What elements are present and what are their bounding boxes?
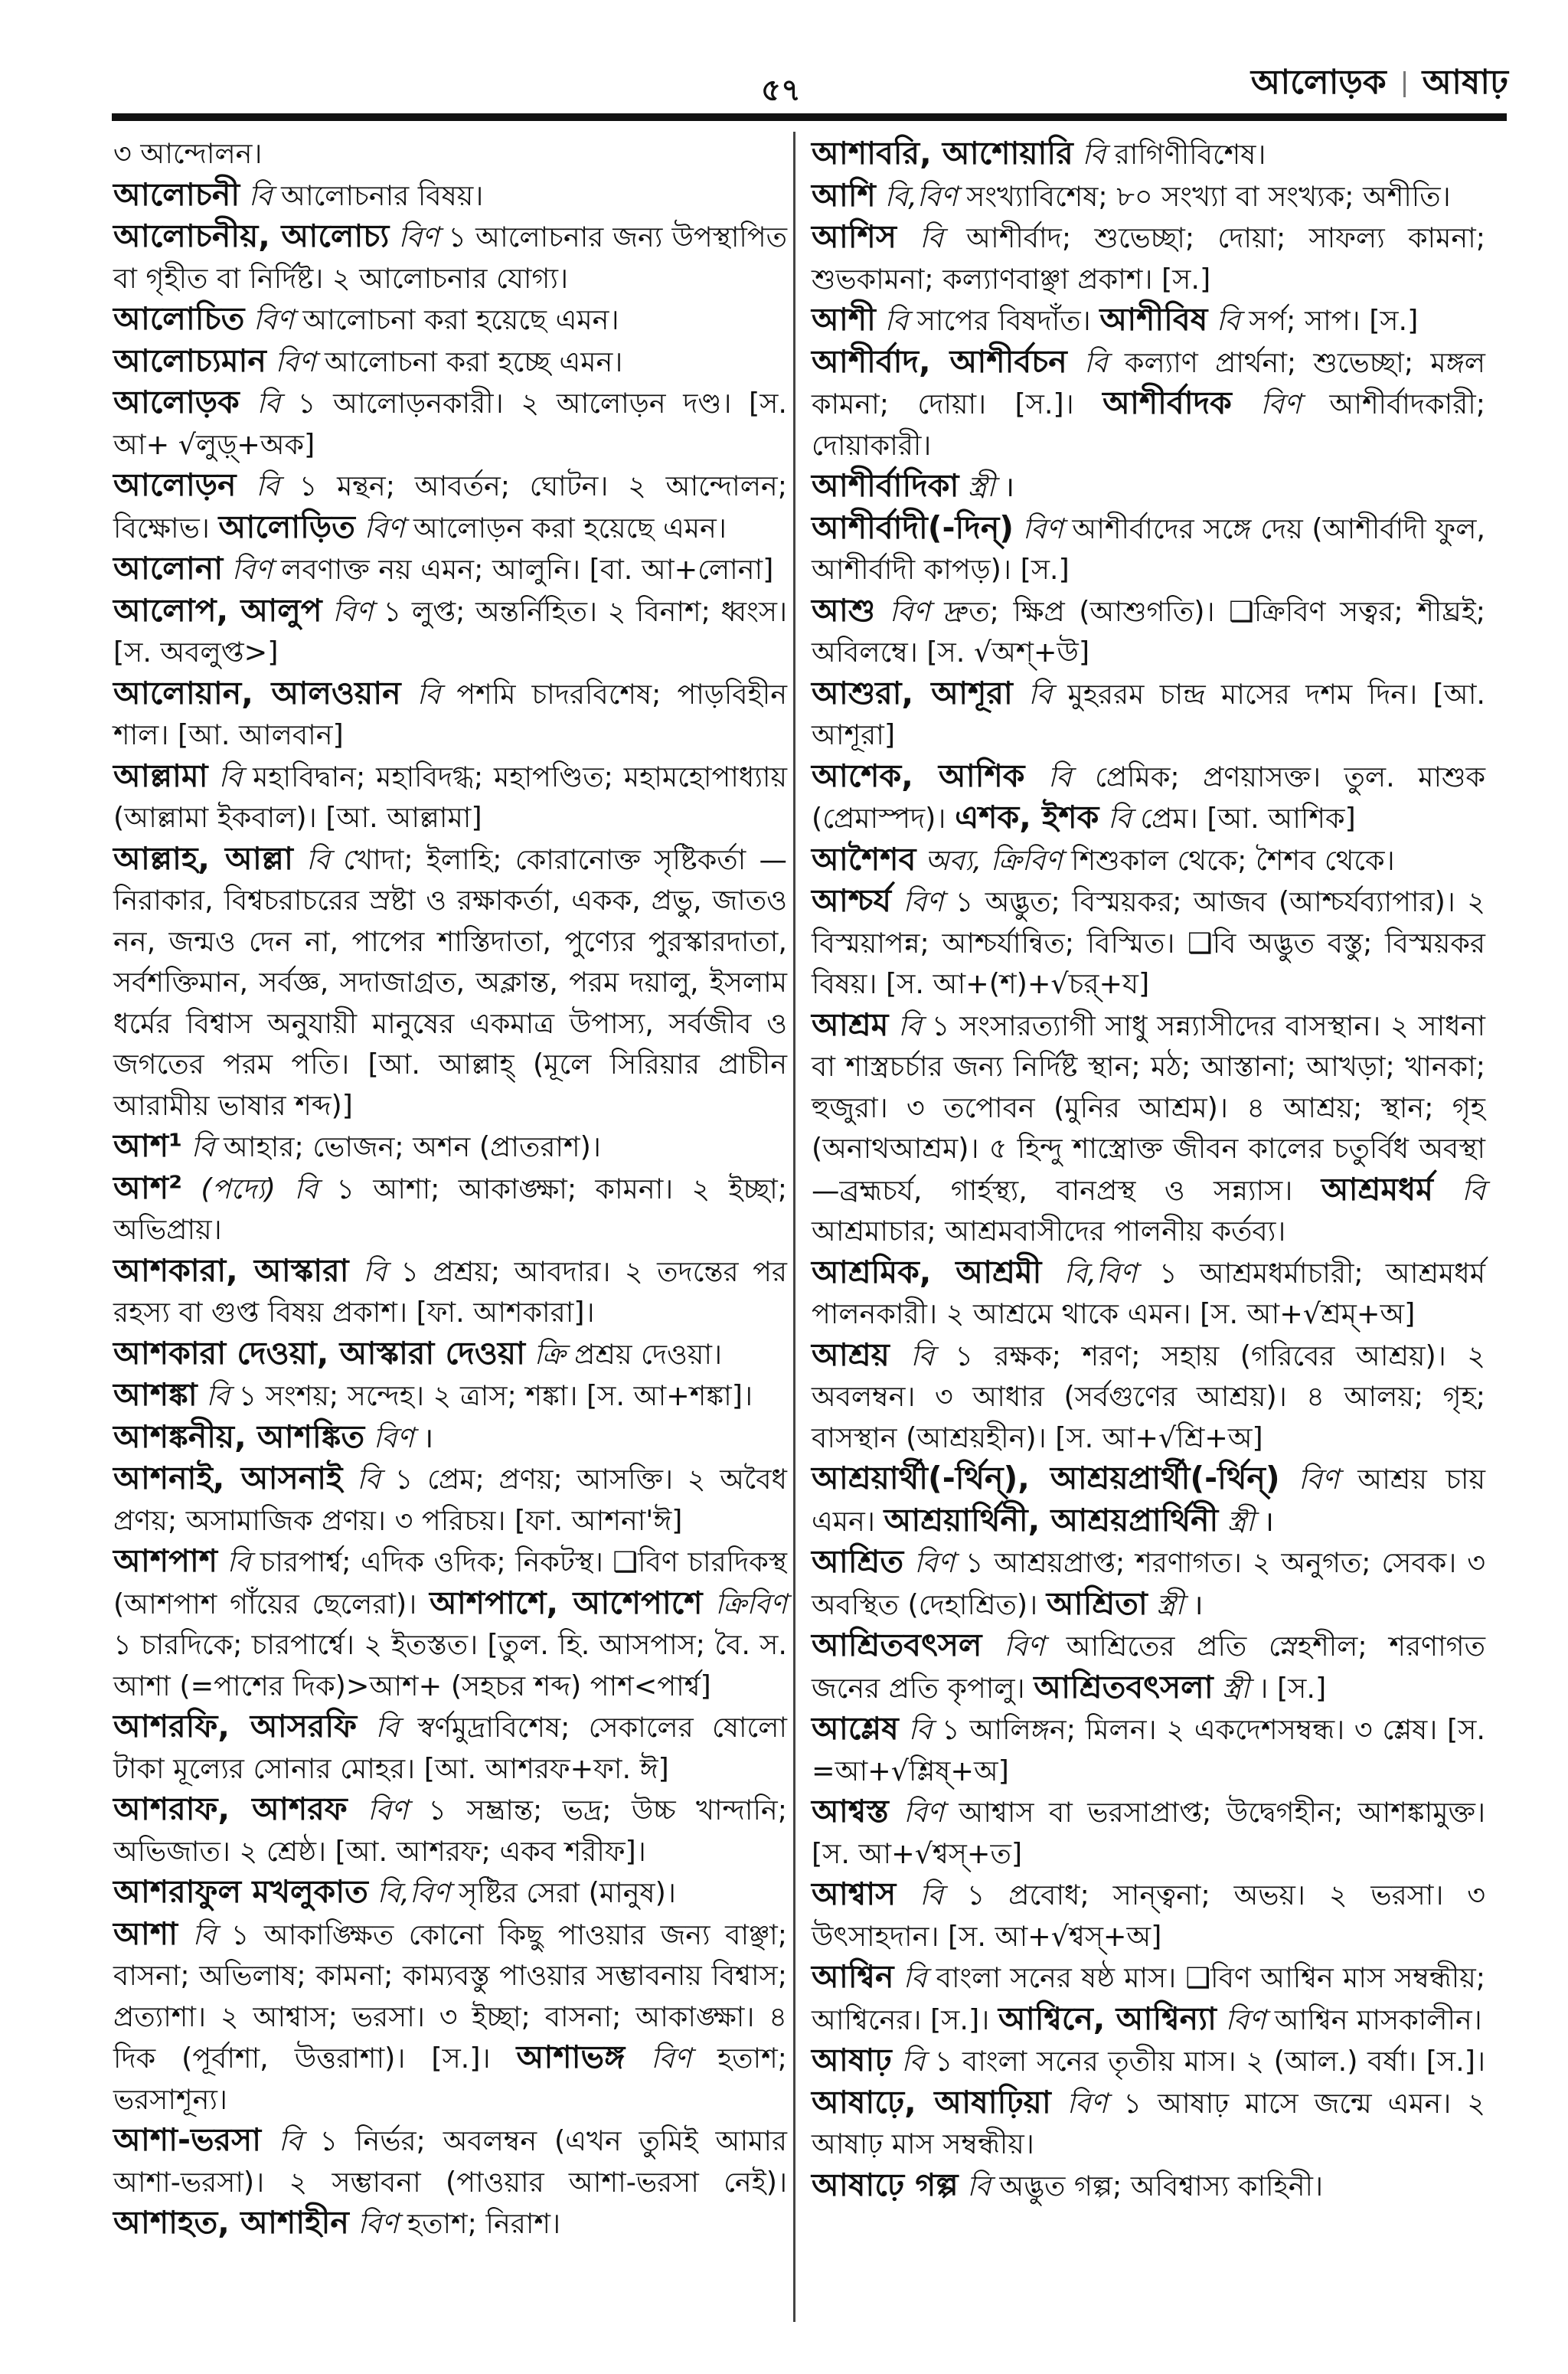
guide-word-first: আলোড়ক: [1250, 63, 1387, 102]
entry-headword: আশ্বাস: [812, 1875, 897, 1912]
entry-definition: আশ্বাস বা ভরসাপ্রাপ্ত; উদ্বেগহীন; আশঙ্কামুক্ত। [স. আ+√শ্বস্+ত]: [812, 1796, 1485, 1870]
entry-part-of-speech: বি: [903, 1961, 927, 1994]
entry-definition: সংখ্যাবিশেষ; ৮০ সংখ্যা বা সংখ্যক; অশীতি।: [966, 179, 1451, 213]
entry-part-of-speech: বিণ: [231, 553, 273, 586]
entry-part-of-speech: বি: [375, 1711, 400, 1744]
subentry-headword: আশপাশে, আশেপাশে: [429, 1584, 703, 1621]
entry-headword: আশ্রয়ার্থী(-র্থিন্), আশ্রয়প্রার্থী(-র্থিন্): [812, 1460, 1280, 1496]
dictionary-entry: [812, 508, 1485, 590]
subentry-definition: আলোড়ন করা হয়েছে এমন।: [413, 511, 727, 544]
entry-part-of-speech: বিণ: [903, 885, 944, 918]
entry-definition: কল্যাণ প্রার্থনা; শুভেচ্ছা; মঙ্গল কামনা; দোয়া। [স.]।: [812, 345, 1485, 420]
entry-headword: আশরাফুল মখলুকাত: [113, 1873, 368, 1910]
dictionary-entry: [113, 175, 787, 217]
subentry-part-of-speech: বি: [1107, 802, 1132, 835]
entry-definition: ১ সম্ভ্রান্ত; ভদ্র; উচ্চ খান্দানি; অভিজাত। ২ শ্রেষ্ঠ। [আ. আশরফ; একব শরীফ]।: [113, 1794, 787, 1868]
dictionary-entry: [113, 1458, 787, 1541]
entry-headword: আশ্রয়: [812, 1336, 890, 1373]
entry-definition: স্বর্ণমুদ্রাবিশেষ; সেকালের ষোলো টাকা মূল্যের সোনার মোহর। [আ. আশরফ+ফা. ঈ]: [113, 1711, 787, 1785]
entry-headword: আশা: [113, 1915, 178, 1952]
entry-part-of-speech: বি: [256, 387, 281, 420]
dictionary-entry: [113, 1541, 787, 1706]
entry-headword: আলোড়ন: [113, 466, 237, 503]
subentry-part-of-speech: বি: [1216, 304, 1240, 337]
subentry-definition: আশ্বিন মাসকালীন।: [1274, 2003, 1482, 2036]
subentry-definition: সর্প; সাপ। [স.]: [1249, 304, 1419, 337]
subentry-part-of-speech: স্ত্রী: [1156, 1588, 1184, 1621]
entry-part-of-speech: বি: [908, 1713, 933, 1746]
entry-part-of-speech: বিণ: [889, 594, 930, 628]
entry-definition: মুহররম চান্দ্র মাসের দশম দিন। [আ. আশূরা]: [812, 677, 1485, 751]
entry-headword: আলোচিত: [113, 300, 245, 337]
entry-part-of-speech: বিণ: [903, 1796, 944, 1829]
entry-part-of-speech: বিণ: [368, 1794, 408, 1826]
entry-definition: ১ সংশয়; সন্দেহ। ২ ত্রাস; শঙ্কা। [স. আ+শঙ্কা]।: [238, 1379, 753, 1412]
guide-word-last: আষাঢ়: [1422, 63, 1508, 102]
entry-headword: আশীর্বাদিকা: [812, 467, 959, 504]
entry-definition: আহার; ভোজন; অশন (প্রাতরাশ)।: [224, 1130, 601, 1163]
entry-part-of-speech: বিণ: [332, 594, 374, 628]
entry-definition: লবণাক্ত নয় এমন; আলুনি। [বা. আ+লোনা]: [281, 553, 774, 586]
entry-definition: প্রেমিক; প্রণয়াসক্ত। তুল. মাশুক (প্রেমাস্পদ)।: [812, 760, 1485, 835]
subentry-headword: আশ্রমধর্ম: [1321, 1170, 1433, 1208]
subentry-headword: আশ্রয়ার্থিনী, আশ্রয়প্রার্থিনী: [884, 1501, 1219, 1539]
entry-part-of-speech: বি: [1082, 138, 1106, 171]
entry-headword: আষাঢ়: [812, 2042, 892, 2078]
entry-headword: আশপাশ: [113, 1542, 218, 1579]
entry-definition: ১ আলোচনার জন্য উপস্থাপিত বা গৃহীত বা নির্দিষ্ট। ২ আলোচনার যোগ্য।: [113, 221, 788, 295]
entry-definition: চারপার্শ্ব; এদিক ওদিক; নিকটস্থ। ❑বিণ চারদিকস্থ (আশপাশ গাঁয়ের ছেলেরা)।: [113, 1545, 788, 1620]
entry-definition: ১ প্রশ্রয়; আবদার। ২ তদন্তের পর রহস্য বা গুপ্ত বিষয় প্রকাশ। [ফা. আশকারা]।: [113, 1254, 787, 1329]
subentry-headword: আশ্রিতবৎসলা: [1034, 1668, 1214, 1705]
entry-headword: আশ্রম: [812, 1006, 889, 1043]
entry-headword: আশরাফ, আশরফ: [113, 1790, 348, 1827]
entry-definition: ১ আশা; আকাঙ্ক্ষা; কামনা। ২ ইচ্ছা; অভিপ্রায়।: [113, 1172, 787, 1246]
entry-headword: আশ্রিতবৎসল: [812, 1627, 982, 1663]
entry-definition: আলোচনা করা হয়েছে এমন।: [302, 303, 619, 336]
entry-definition: রাগিণীবিশেষ।: [1114, 138, 1266, 171]
guide-separator: [1403, 71, 1406, 97]
subentry-definition: হতাশ; ভরসাশূন্য।: [113, 2042, 787, 2116]
subentry-definition: ।: [1263, 1504, 1274, 1538]
entry-definition: ১ সংসারত্যাগী সাধু সন্ন্যাসীদের বাসস্থান। ২ সাধনা বা শাস্ত্রচর্চার জন্য নির্দিষ্ট স্থান; মঠ; আস্তানা; আখড়া; খানকা; হুজুরা। ৩ তপোবন (মুনির আশ্রম)। ৪ আশ্রয়; স্থান; গৃহ (অনাথআশ্রম)। ৫ হিন্দু শাস্ত্রোক্ত জীবন কালের চতুর্বিধ অবস্থা—ব্রহ্মচর্য, গার্হস্থ্য, বানপ্রস্থ ও সন্ন্যাস।: [812, 1009, 1486, 1207]
entry-headword: আশ¹: [113, 1127, 183, 1164]
dictionary-entry: [113, 216, 787, 299]
subentry-definition: প্রেম। [আ. আশিক]: [1140, 802, 1356, 835]
dictionary-entry: [812, 881, 1485, 1005]
entry-headword: আশ্রমিক, আশ্রমী: [812, 1253, 1042, 1290]
entry-part-of-speech: বি: [416, 677, 441, 711]
entry-part-of-speech: বি: [256, 469, 279, 502]
entry-part-of-speech: বি: [901, 2045, 926, 2078]
entry-part-of-speech: বি: [191, 1130, 215, 1163]
entry-headword: আশৈশব: [812, 840, 916, 878]
dictionary-entry: [113, 839, 787, 1127]
dictionary-entry: [812, 756, 1485, 839]
left-column: [113, 133, 787, 2245]
entry-headword: আশাবরি, আশোয়ারি: [812, 135, 1073, 172]
right-column: [812, 133, 1485, 2206]
dictionary-entry: [113, 2120, 787, 2245]
dictionary-entry: [113, 1333, 787, 1375]
dictionary-entry: [113, 382, 787, 465]
dictionary-entry: [113, 1126, 787, 1168]
page-header: [0, 0, 1568, 115]
entry-part-of-speech: বি: [206, 1379, 230, 1412]
entry-headword: আশনাই, আসনাই: [113, 1460, 343, 1496]
entry-headword: আশী: [812, 301, 876, 338]
dictionary-entry: [812, 1709, 1485, 1791]
dictionary-entry: [113, 1417, 787, 1459]
entry-definition: অদ্ভুত গল্প; অবিশ্বাস্য কাহিনী।: [999, 2169, 1323, 2202]
dictionary-entry: [113, 1375, 787, 1417]
entry-definition: আলোচনা করা হচ্ছে এমন।: [324, 345, 623, 378]
subentry-headword: আশীর্বাদক: [1102, 384, 1232, 421]
entry-part-of-speech: বিণ: [914, 1546, 955, 1579]
dictionary-entry: [812, 2165, 1485, 2207]
entry-headword: আলোপ, আলুপ: [113, 591, 322, 629]
entry-headword: আশরফি, আসরফি: [113, 1708, 358, 1745]
entry-definition: ১ আকাঙ্ক্ষিত কোনো কিছু পাওয়ার জন্য বাঞ্ছা; বাসনা; অভিলাষ; কামনা; কাম্যবস্তু পাওয়ার সম্ভাবনায় বিশ্বাস; প্রত্যাশা। ২ আশ্বাস; ভরসা। ৩ ইচ্ছা; বাসনা; আকাঙ্ক্ষা। ৪ দিক (পূর্বাশা, উত্তরাশা)। [স.]।: [113, 1918, 788, 2075]
entry-part-of-speech: বি: [967, 2169, 991, 2202]
entry-headword: আলোচনীয়, আলোচ্য: [113, 217, 390, 254]
dictionary-entry: [812, 673, 1485, 756]
entry-definition: সৃষ্টির সেরা (মানুষ)।: [459, 1876, 676, 1909]
subentry-part-of-speech: স্ত্রী: [1227, 1504, 1255, 1538]
subentry-headword: আশাভঙ্গ: [516, 2039, 626, 2075]
entry-part-of-speech: বি,বিণ: [1063, 1256, 1137, 1290]
entry-headword: আশেক, আশিক: [812, 757, 1025, 794]
entry-part-of-speech: বি: [248, 178, 273, 212]
dictionary-entry: [812, 1335, 1485, 1459]
dictionary-entry: [812, 1542, 1485, 1625]
dictionary-entry: [812, 342, 1485, 466]
dictionary-entry: [812, 299, 1485, 342]
entry-part-of-speech: বিণ: [253, 303, 294, 336]
entry-headword: আলোচনী: [113, 175, 240, 213]
entry-headword: আলোনা: [113, 550, 224, 587]
entry-definition: ১ রক্ষক; শরণ; সহায় (গরিবের আশ্রয়)। ২ অবলম্বন। ৩ আধার (সর্বগুণের আশ্রয়)। ৪ আলয়; গৃহ; বাসস্থান (আশ্রয়হীন)। [স. আ+√শ্রি+অ]: [812, 1339, 1485, 1454]
entry-definition: বাংলা সনের ষষ্ঠ মাস। ❑বিণ আশ্বিন মাস সম্বন্ধীয়; আশ্বিনের। [স.]।: [812, 1961, 1485, 2036]
entry-headword: আশ্বস্ত: [812, 1793, 889, 1830]
dictionary-entry: [812, 1458, 1485, 1542]
entry-part-of-speech: বিণ: [1004, 1630, 1045, 1663]
dictionary-entry: [812, 1005, 1485, 1252]
entry-definition: প্রশ্রয় দেওয়া।: [574, 1337, 723, 1371]
dictionary-entry: [812, 1874, 1485, 1957]
entry-definition: ১ প্রবোধ; সান্ত্বনা; অভয়। ২ ভরসা। ৩ উৎসাহদান। [স. আ+√শ্বস্+অ]: [812, 1879, 1486, 1953]
dictionary-entry: [113, 1914, 787, 2121]
entry-definition: ১ বাংলা সনের তৃতীয় মাস। ২ (আল.) বর্ষা। [স.]।: [934, 2045, 1485, 2078]
entry-headword: আশ²: [113, 1169, 183, 1206]
entry-headword: আশীর্বাদী(-দিন্): [812, 508, 1014, 546]
subentry-part-of-speech: বিণ: [1067, 2086, 1108, 2120]
dictionary-entry: [812, 590, 1485, 673]
subentry-definition: ১ চারদিকে; চারপার্শ্বে। ২ ইতস্তত। [তুল. হি. আসপাস; বৈ. স. আশা (=পাশের দিক)>আশ+ (সহচর শব্দ) পাশ<পার্শ্ব]: [113, 1628, 787, 1702]
entry-definition: আশীর্বাদের সঙ্গে দেয় (আশীর্বাদী ফুল, আশীর্বাদী কাপড়)। [স.]: [812, 512, 1485, 586]
entry-part-of-speech: বি: [192, 1918, 217, 1951]
subentry-part-of-speech: বিণ: [651, 2042, 691, 2075]
entry-headword: আশ্রিত: [812, 1543, 904, 1580]
entry-definition: আশ্রিতের প্রতি স্নেহশীল; শরণাগত জনের প্রতি কৃপালু।: [812, 1630, 1485, 1705]
entry-part-of-speech: বি: [218, 760, 243, 793]
dictionary-entry: [812, 2040, 1485, 2165]
entry-part-of-speech: বি: [884, 304, 909, 337]
entry-part-of-speech: বি: [227, 1545, 251, 1578]
entry-part-of-speech: বিণ: [1022, 512, 1063, 545]
dictionary-entry: [812, 217, 1485, 299]
dictionary-entry: [113, 1872, 787, 1914]
entry-part-of-speech: বি: [910, 1339, 934, 1372]
entry-part-of-speech: বি: [278, 2124, 302, 2157]
dictionary-entry: [812, 1252, 1485, 1335]
entry-part-of-speech: বি: [920, 1879, 943, 1911]
entry-definition: আশ্রয় চায় এমন।: [812, 1463, 1486, 1538]
entry-part-of-speech: বি,বিণ: [884, 179, 958, 213]
entry-headword: আশুরা, আশূরা: [812, 674, 1013, 711]
entry-headword: আশু: [812, 591, 876, 629]
entry-headword: আশ্লেষ: [812, 1710, 899, 1747]
subentry-definition: আশীর্বাদকারী; দোয়াকারী।: [812, 387, 1486, 462]
dictionary-entry: [812, 1957, 1485, 2040]
entry-part-of-speech: বি: [1083, 345, 1108, 379]
entry-definition: খোদা; ইলাহি; কোরানোক্ত সৃষ্টিকর্তা —নিরাকার, বিশ্বচরাচরের স্রষ্টা ও রক্ষাকর্তা, একক, প্রভু, জাতও নন, জন্মও দেন না, পাপের শাস্তিদাতা, পুণ্যের পুরস্কারদাতা, সর্বশক্তিমান, সর্বজ্ঞ, সদাজাগ্রত, অক্লান্ত, পরম দয়ালু, ইসলাম ধর্মের বিশ্বাস অনুযায়ী মানুষের একমাত্র উপাস্য, সর্বজীব ও জগতের পরম পতি। [আ. আল্লাহ্ (মূলে সিরিয়ার প্রাচীন আরামীয় ভাষার শব্দ)]: [113, 842, 787, 1122]
subentry-definition: ১ আষাঢ় মাসে জন্মে এমন। ২ আষাঢ় মাস সম্বন্ধীয়।: [812, 2086, 1485, 2160]
entry-part-of-speech: (পদ্যে) বি: [201, 1172, 318, 1205]
entry-part-of-speech: বি: [898, 1009, 922, 1042]
entry-headword: আলোচ্যমান: [113, 342, 266, 379]
subentry-part-of-speech: বি: [1462, 1173, 1486, 1207]
entry-definition: ।: [423, 1421, 434, 1454]
entry-part-of-speech: বি: [306, 842, 330, 876]
entry-part-of-speech: বিণ: [398, 221, 439, 253]
entry-part-of-speech: বি: [1047, 760, 1072, 793]
entry-headword: আশ্চর্য: [812, 882, 891, 919]
dictionary-entry: [113, 465, 787, 548]
entry-headword: আল্লামা: [113, 757, 208, 794]
dictionary-entry: [113, 756, 787, 839]
entry-definition: সাপের বিষদাঁত।: [916, 304, 1091, 337]
dictionary-entry: [113, 133, 787, 175]
guide-words: [1251, 57, 1508, 113]
subentry-part-of-speech: বিণ: [364, 511, 405, 544]
entry-definition: ১ আশ্রয়প্রাপ্ত; শরণাগত। ২ অনুগত; সেবক। ৩ অবস্থিত (দেহাশ্রিত)।: [812, 1546, 1486, 1621]
entry-headword: আষাঢ়ে গল্প: [812, 2166, 959, 2203]
dictionary-entry: [812, 133, 1485, 175]
dictionary-entry: [113, 1706, 787, 1789]
entry-headword: আলোড়ক: [113, 384, 240, 420]
dictionary-entry: [812, 466, 1485, 508]
entry-definition: ১ নির্ভর; অবলম্বন (এখন তুমিই আমার আশা-ভরসা)। ২ সম্ভাবনা (পাওয়ার আশা-ভরসা নেই)।: [113, 2124, 787, 2199]
dictionary-entry: [113, 548, 787, 590]
entry-part-of-speech: বি: [920, 221, 943, 254]
page-number: ৫৭: [761, 73, 801, 108]
dictionary-entry: [812, 1625, 1485, 1709]
subentry-headword: আশাহত, আশাহীন: [113, 2204, 349, 2241]
entry-part-of-speech: বিণ: [275, 345, 316, 378]
dictionary-entry: [812, 839, 1485, 881]
entry-headword: আশ্বিন: [812, 1958, 894, 1995]
subentry-headword: আশীবিষ: [1099, 301, 1208, 338]
entry-headword: আল্লাহ, আল্লা: [113, 839, 293, 877]
entry-part-of-speech: বি: [357, 1463, 381, 1496]
entry-part-of-speech: অব্য, ক্রিবিণ: [925, 843, 1063, 877]
entry-definition: ১ আশ্রমধর্মাচারী; আশ্রমধর্ম পালনকারী। ২ আশ্রমে থাকে এমন। [স. আ+√শ্রম্+অ]: [812, 1256, 1485, 1330]
subentry-part-of-speech: বিণ: [1225, 2003, 1266, 2036]
entry-definition: আশীর্বাদ; শুভেচ্ছা; দোয়া; সাফল্য কামনা; শুভকামনা; কল্যাণবাঞ্ছা প্রকাশ। [স.]: [812, 221, 1485, 296]
entry-definition: ১ অদ্ভুত; বিস্ময়কর; আজব (আশ্চর্যব্যাপার)। ২ বিস্ময়াপন্ন; আশ্চর্যান্বিত; বিস্মিত। ❑বি অদ্ভুত বস্তু; বিস্ময়কর বিষয়। [স. আ+(শ)+√চর্+য]: [812, 885, 1485, 1000]
entry-definition: ৩ আন্দোলন।: [113, 137, 263, 170]
dictionary-entry: [113, 1789, 787, 1872]
subentry-headword: আলোড়িত: [218, 508, 355, 545]
entry-definition: ১ প্রেম; প্রণয়; আসক্তি। ২ অবৈধ প্রণয়; অসামাজিক প্রণয়। ৩ পরিচয়। [ফা. আশনা'ঈ]: [113, 1463, 787, 1537]
entry-definition: দ্রুত; ক্ষিপ্র (আশুগতি)। ❑ক্রিবিণ সত্বর; শীঘ্রই; অবিলম্বে। [স. √অশ্+উ]: [812, 594, 1486, 669]
entry-part-of-speech: ক্রি: [534, 1337, 566, 1371]
header-rule: [112, 113, 1507, 121]
subentry-part-of-speech: বিণ: [358, 2207, 399, 2240]
dictionary-entry: [113, 1251, 787, 1333]
subentry-definition: । [স.]: [1258, 1671, 1327, 1705]
subentry-definition: আশ্রমাচার; আশ্রমবাসীদের পালনীয় কর্তব্য।: [812, 1215, 1286, 1247]
entry-headword: আশা-ভরসা: [113, 2121, 262, 2158]
entry-definition: ।: [1004, 470, 1014, 503]
entry-headword: আশঙ্কা: [113, 1376, 198, 1413]
entry-part-of-speech: বিণ: [1298, 1463, 1339, 1496]
dictionary-entry: [812, 175, 1485, 217]
entry-headword: আশীর্বাদ, আশীর্বচন: [812, 342, 1067, 380]
dictionary-entry: [812, 1791, 1485, 1874]
entry-part-of-speech: বি,বিণ: [377, 1876, 450, 1909]
subentry-headword: আষাঢ়ে, আষাঢ়িয়া: [812, 2083, 1051, 2121]
dictionary-entry: [113, 341, 787, 383]
entry-definition: শিশুকাল থেকে; শৈশব থেকে।: [1071, 843, 1395, 877]
dictionary-entry: [113, 1168, 787, 1251]
entry-headword: আশকারা দেওয়া, আস্কারা দেওয়া: [113, 1334, 525, 1372]
entry-headword: আলোয়ান, আলওয়ান: [113, 674, 401, 711]
subentry-part-of-speech: স্ত্রী: [1222, 1671, 1250, 1705]
entry-definition: ১ লুপ্ত; অন্তর্নিহিত। ২ বিনাশ; ধ্বংস। [স. অবলুপ্ত>]: [113, 594, 787, 669]
entry-headword: আশিস: [812, 218, 897, 255]
dictionary-entry: [113, 590, 787, 673]
subentry-part-of-speech: ক্রিবিণ: [715, 1587, 787, 1620]
subentry-headword: এশক, ইশক: [955, 799, 1099, 835]
entry-definition: মহাবিদ্বান; মহাবিদগ্ধ; মহাপণ্ডিত; মহামহোপাধ্যায় (আল্লামা ইকবাল)। [আ. আল্লামা]: [113, 760, 787, 834]
entry-definition: ১ মন্থন; আবর্তন; ঘোটন। ২ আন্দোলন; বিক্ষোভ।: [113, 469, 787, 544]
subentry-headword: আশ্বিনে, আশ্বিন্যা: [998, 2000, 1217, 2037]
subentry-definition: ।: [1192, 1588, 1204, 1621]
subentry-headword: আশ্রিতা: [1046, 1584, 1148, 1622]
dictionary-entry: [113, 299, 787, 341]
column-divider: [793, 132, 795, 2322]
entry-part-of-speech: বিণ: [373, 1421, 414, 1454]
dictionary-entry: [113, 673, 787, 756]
entry-definition: আলোচনার বিষয়।: [281, 178, 484, 212]
entry-headword: আশি: [812, 176, 876, 214]
entry-definition: ১ আলোড়নকারী। ২ আলোড়ন দণ্ড। [স. আ+ √লুড়্+অক]: [113, 387, 787, 461]
entry-part-of-speech: বি: [1028, 677, 1053, 711]
entry-headword: আশঙ্কনীয়, আশঙ্কিত: [113, 1418, 365, 1455]
subentry-part-of-speech: বিণ: [1260, 387, 1302, 420]
entry-part-of-speech: বি: [363, 1254, 387, 1288]
entry-headword: আশকারা, আস্কারা: [113, 1251, 349, 1289]
subentry-definition: হতাশ; নিরাশ।: [407, 2207, 561, 2240]
entry-part-of-speech: স্ত্রী: [967, 470, 995, 503]
entry-definition: পশমি চাদরবিশেষ; পাড়বিহীন শাল। [আ. আলবান]: [113, 677, 788, 751]
entry-definition: ১ আলিঙ্গন; মিলন। ২ একদেশসম্বন্ধ। ৩ শ্লেষ। [স. =আ+√শ্লিষ্+অ]: [812, 1713, 1486, 1787]
